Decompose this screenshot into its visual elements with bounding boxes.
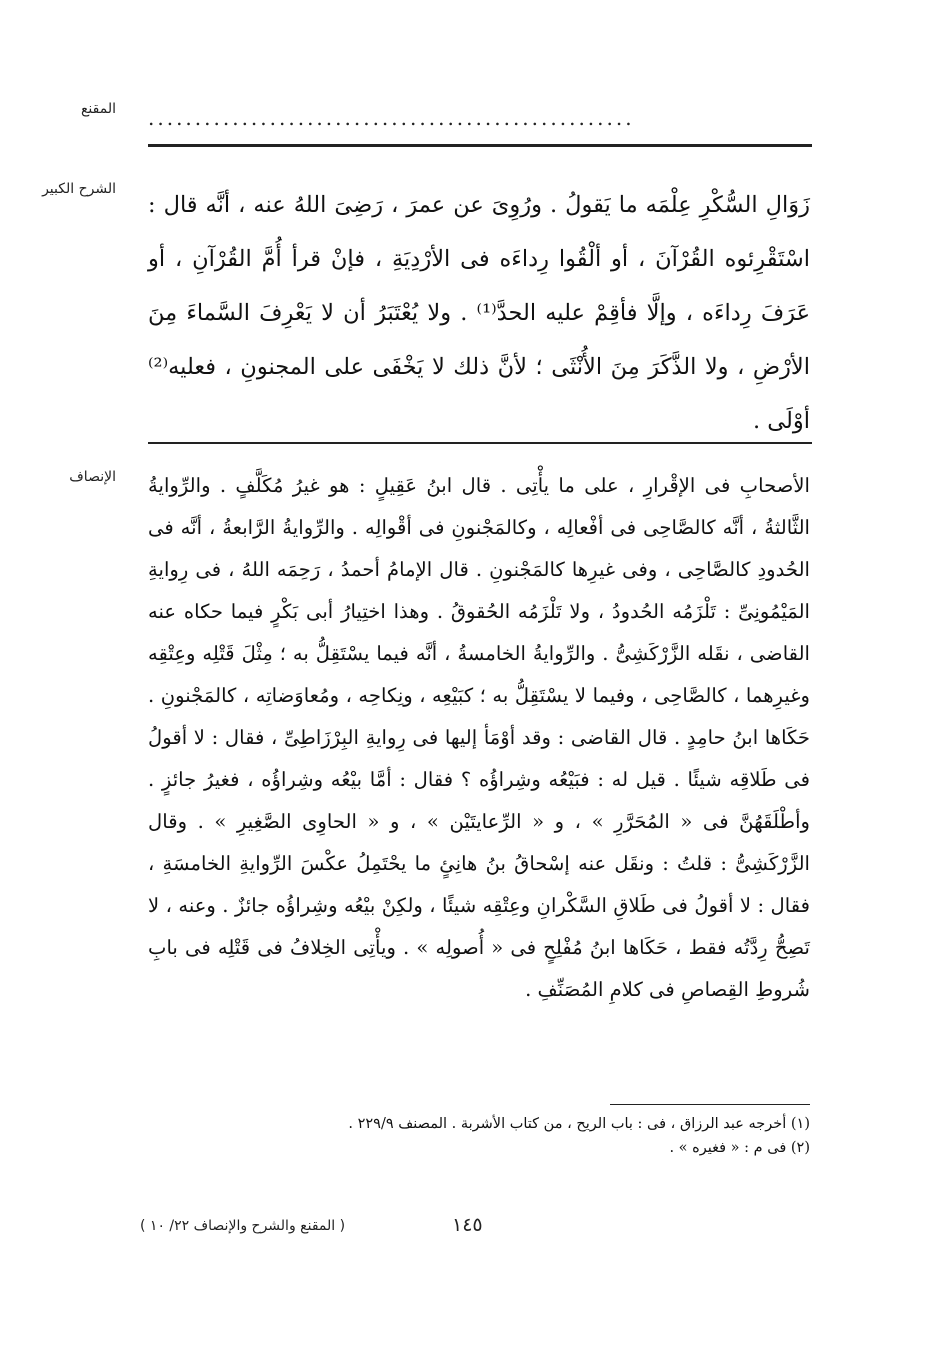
- running-title: المقنع: [80, 101, 116, 117]
- page-number: ١٤٥: [452, 1214, 483, 1236]
- insaf-label: الإنصاف: [69, 469, 116, 485]
- footnote-rule: [610, 1104, 810, 1105]
- sharh-label: الشرح الكبير: [42, 181, 116, 197]
- sharh-section: [148, 178, 810, 448]
- insaf-section: [148, 465, 810, 1011]
- insaf-text: الأصحابِ فى الإقْرارِ ، على ما يأْتِى . قال ابنُ عَقِيلٍ : هو غيرُ مُكَلَّفٍ . والرِّوايةُ الثَّالثةُ ، أنَّه كالصَّاحِى فى أفْعالِه ، وكالمَجْنونِ فى أقْوالِه . والرِّوايةُ الرَّابعةُ ، أنَّه فى الحُدودِ كالصَّاحِى ، وفى غيرِها كالمَجْنونِ . قال الإمامُ أحمدُ ، رَحِمَه اللهُ ، فى رِوايةِ المَيْمُونِىِّ : تَلْزَمُه الحُدودُ ، ولا تَلْزَمُه الحُقوقُ . وهذا اختِيارُ أبى بَكْرٍ فيما حكاه عنه القاضى ، نقَله الزَّرْكَشِىُّ . والرِّوايةُ الخامسةُ ، أنَّه فيما يسْتَقِلُّ به ؛ مِثْلَ قَتْلِه وعِتْقِه وغيرِهما ، كالصَّاحِى ، وفيما لا يسْتَقِلُّ به ؛ كبَيْعِه ، ونِكاحِه ، ومُعاوَضاتِه ، كالمَجْنونِ . حَكَاها ابنُ حامِدٍ . قال القاضى : وقد أوْمَأ إليها فى رِوايةِ البِرْزَاطِىِّ ، فقال : لا أقولُ فى طَلاقِه شيئًا . قيل له : فبَيْعُه وشِراؤُه ؟ فقال : أمَّا بيْعُه وشِراؤُه ، فغيرُ جائزٍ . وأطْلَقَهُنَّ فى « المُحَرَّرِ » ، و « الرِّعايتَيْن » ، و « الحاوِى الصَّغِيرِ » . وقال الزَّرْكَشِىُّ : قلتُ : ونقَل عنه إسْحاقُ بنُ هانِئٍ ما يحْتَمِلُ عكْسَ الرِّوايةِ الخامسَةِ ، فقال : لا أقولُ فى طَلاقِ السَّكْرانِ وعِتْقِه شيئًا ، ولكِنْ بيْعُه وشِراؤُه جائزٌ . وعنه ، لا تَصِحُّ رِدَّتُه فقط ، حَكَاها ابنُ مُفْلِحٍ فى « أُصولِه » . ويأْتِى الخِلافُ فى قَتْلِه فى بابِ شُروطِ القِصاصِ فى كلامِ المُصَنِّفِ .: [148, 474, 810, 1001]
- sharh-text: زَوَالِ السُّكْرِ عِلْمَه ما يَقولُ . ورُوِىَ عن عمرَ ، رَضِىَ اللهُ عنه ، أنَّه قال : اسْتَقْرِئوه القُرْآنَ ، أو ألْقُوا رِداءَه فى الأرْدِيَةِ ، فإنْ قرأ أُمَّ القُرْآنِ ، أو عَرَفَ رِداءَه ، وإلَّا فأقِمْ عليه الحدَّ⁽¹⁾ . ولا يُعْتَبَرُ أن لا يَعْرِفَ السَّماءَ مِنَ الأرْضِ ، ولا الذَّكَرَ مِنَ الأُنْثَى ؛ لأنَّ ذلك لا يَخْفَى على المجنونِ ، فعليه⁽²⁾ أوْلَى .: [148, 192, 811, 434]
- volume-code: ( المقنع والشرح والإنصاف ٢٢/ ١٠ ): [140, 1218, 346, 1234]
- footnote-2: (٢) فى م : « فغيره » .: [669, 1140, 810, 1156]
- header-dotted-line: ....................................................: [148, 108, 635, 128]
- footnotes: [300, 1112, 810, 1160]
- section-divider: [148, 442, 812, 444]
- header-rule: [148, 144, 812, 147]
- footnote-1: (١) أخرجه عبد الرزاق ، فى : باب الريح ، من كتاب الأشربة . المصنف ٢٢٩/٩ .: [348, 1116, 810, 1132]
